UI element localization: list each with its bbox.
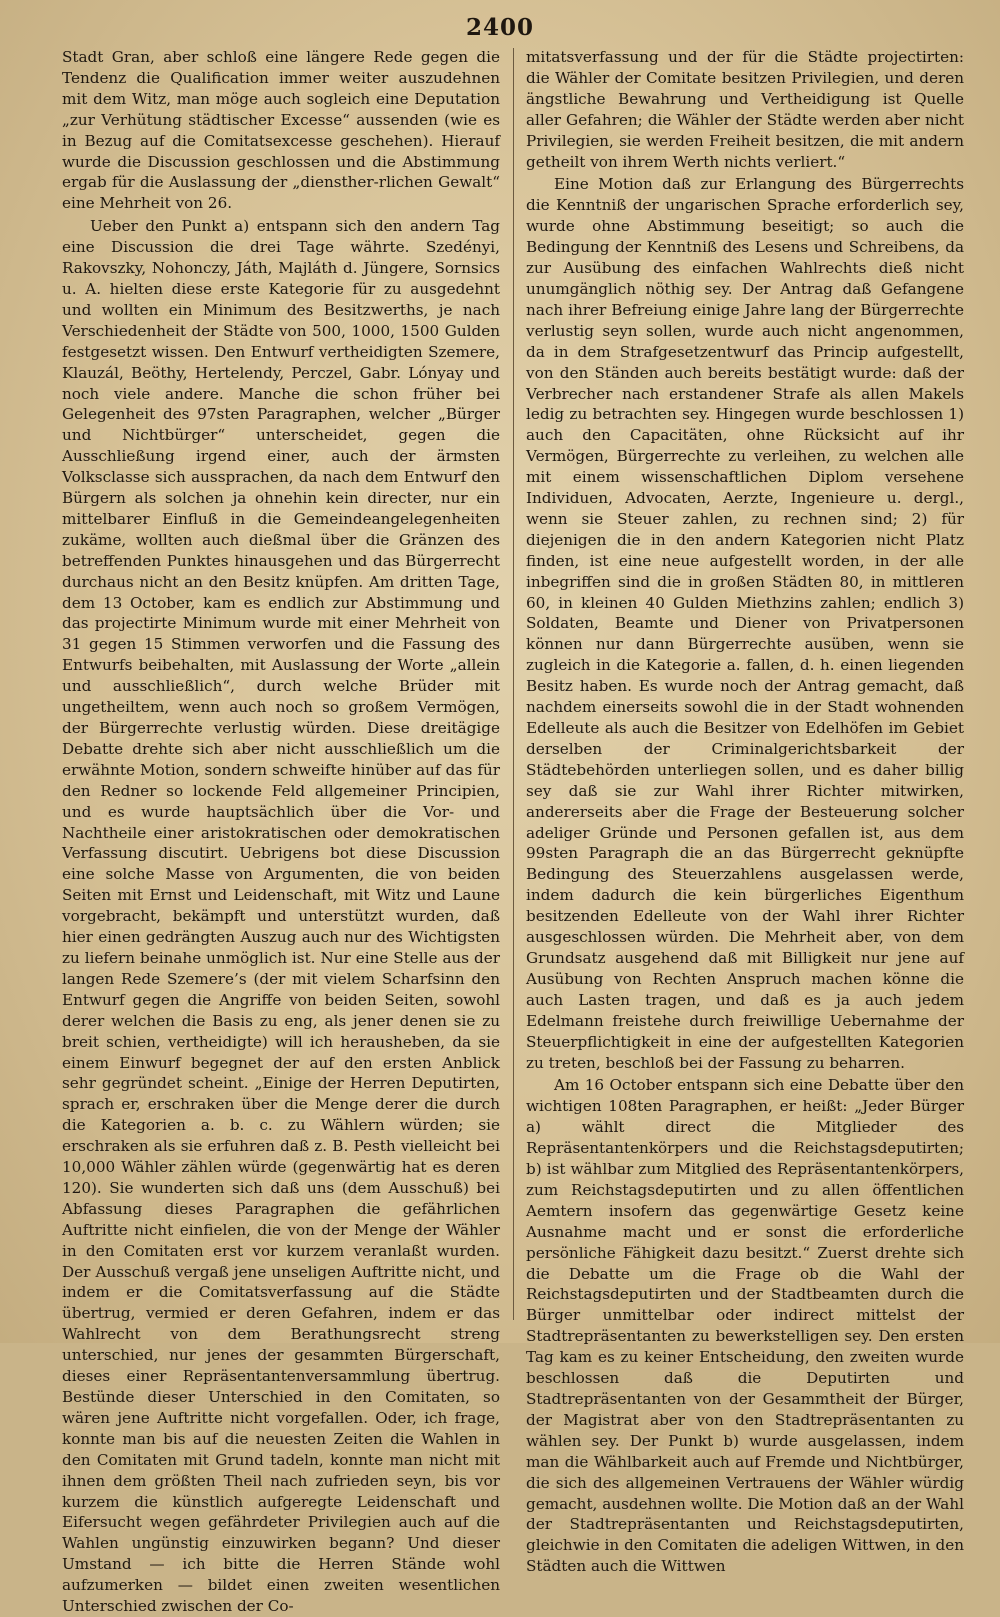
page-number: 2400 <box>465 14 534 41</box>
paragraph: Ueber den Punkt a) entspann sich den andern Tag eine Discussion die drei Tage währte. Szedényi, Rakovszky, Nohonczy, Játh, Majláth d. Jüngere, Sornsics u. A. hielten diese erste Kategorie für zu ausgedehnt und wollten ein Minimum des Besitzwerths, je nach Verschiedenheit der Städte von 500, 1000, 1500 Gulden festgesetzt wissen. Den Entwurf vertheidigten Szemere, Klauzál, Beöthy, Hertelendy, Perczel, Gabr. Lónyay und noch viele andere. Manche die schon früher bei Gelegenheit des 97sten Paragraphen, welcher „Bürger und Nichtbürger“ unterscheidet, gegen die Ausschließung irgend einer, auch der ärmsten Volksclasse sich aussprachen, da nach dem Entwurf den Bürgern als solchen ja ohnehin kein directer, nur ein mittelbarer Einfluß in die Gemeindeangelegenheiten zukäme, wollten auch dießmal über die Gränzen des betreffenden Punktes hinausgehen und das Bürgerrecht durchaus nicht an den Besitz knüpfen. Am dritten Tage, dem 13 October, kam es endlich zur Abstimmung und das projectirte Minimum wurde mit einer Mehrheit von 31 gegen 15 Stimmen verworfen und die Fassung des Entwurfs beibehalten, mit Auslassung der Worte „allein und ausschließlich“, durch welche Brüder mit ungetheiltem, wenn auch noch so großem Vermögen, der Bürgerrechte verlustig würden. Diese dreitägige Debatte drehte sich aber nicht ausschließlich um die erwähnte Motion, sondern schweifte hinüber auf das für den Redner so lockende Feld allgemeiner Principien, und es wurde hauptsächlich über die Vor- und Nachtheile einer aristokratischen oder demokratischen Verfassung discutirt. Uebrigens bot diese Discussion eine solche Masse von Argumenten, die von beiden Seiten mit Ernst und Leidenschaft, mit Witz und Laune vorgebracht, bekämpft und unterstützt wurden, daß hier einen gedrängten Auszug auch nur des Wichtigsten zu liefern beinahe unmöglich ist. Nur eine Stelle aus der langen Rede Szemere’s (der mit vielem Scharfsinn den Entwurf gegen die Angriffe von beiden Seiten, sowohl derer welchen die Basis zu eng, als jener denen sie zu breit schien, vertheidigte) will ich herausheben, da sie einem Einwurf begegnet der auf den ersten Anblick sehr gegründet scheint. „Einige der Herren Deputirten, sprach er, erschraken über die Menge derer die durch die Kategorien a. b. c. zu Wählern würden; sie erschraken als sie erfuhren daß z. B. Pesth vielleicht bei 10,000 Wähler zählen würde (gegenwärtig hat es deren 120). Sie wunderten sich daß uns (dem Ausschuß) bei Abfassung dieses Paragraphen die gefährlichen Auftritte nicht einfielen, die von der Menge der Wähler in den Comitaten erst vor kurzem veranlaßt wurden. Der Ausschuß vergaß jene unseligen Auftritte nicht, und indem er die Comitatsverfassung auf die Städte übertrug, vermied er deren Gefahren, indem er das Wahlrecht von dem Berathungsrecht streng unterschied, nur jenes der gesammten Bürgerschaft, dieses einer Repräsentantenversammlung übertrug. Bestünde dieser Unterschied in den Comitaten, so wären jene Auftritte nicht vorgefallen. Oder, ich frage, konnte man bis auf die neuesten Zeiten die Wahlen in den Comitaten mit Grund tadeln, konnte man nicht mit ihnen dem größten Theil nach zufrieden seyn, bis vor kurzem die künstlich aufgeregte Leidenschaft und Eifersucht wegen gefährdeter Privilegien auch auf die Wahlen ungünstig einzuwirken begann? Und dieser Umstand — ich bitte die Herren Stände wohl aufzumerken — bildet einen zweiten wesentlichen Unterschied zwischen der Co- <box>62 217 500 1616</box>
paragraph: mitatsverfassung und der für die Städte projectirten: die Wähler der Comitate besitzen Privilegien, und deren ängstliche Bewahrung und Vertheidigung ist Quelle aller Gefahren; die Wähler der Städte werden aber nicht Privilegien, sie werden Freiheit besitzen, die mit andern getheilt von ihrem Werth nichts verliert.“ <box>526 48 964 171</box>
paragraph: Eine Motion daß zur Erlangung des Bürgerrechts die Kenntniß der ungarischen Sprache erforderlich sey, wurde ohne Abstimmung beseitigt; so auch die Bedingung der Kenntniß des Lesens und Schreibens, da zur Ausübung des einfachen Wahlrechts dieß nicht unumgänglich nöthig sey. Der Antrag daß Gefangene nach ihrer Befreiung einige Jahre lang der Bürgerrechte verlustig seyn sollen, wurde auch nicht angenommen, da in dem Strafgesetzentwurf das Princip aufgestellt, von den Ständen auch bereits bestätigt wurde: daß der Verbrecher nach erstandener Strafe als allen Makels ledig zu betrachten sey. Hingegen wurde beschlossen 1) auch den Capacitäten, ohne Rücksicht auf ihr Vermögen, Bürgerrechte zu verleihen, zu welchen alle mit einem wissenschaftlichen Diplom versehene Individuen, Advocaten, Aerzte, Ingenieure u. dergl., wenn sie Steuer zahlen, zu rechnen sind; 2) für diejenigen die in den andern Kategorien nicht Platz finden, ist eine neue aufgestellt worden, in der alle inbegriffen sind die in großen Städten 80, in mittleren 60, in kleinen 40 Gulden Miethzins zahlen; endlich 3) Soldaten, Beamte und Diener von Privatpersonen können nur dann Bürgerrechte ausüben, wenn sie zugleich in die Kategorie a. fallen, d. h. einen liegenden Besitz haben. Es wurde noch der Antrag gemacht, daß nachdem einerseits sowohl die in der Stadt wohnenden Edelleute als auch die Besitzer von Edelhöfen im Gebiet derselben der Criminalgerichtsbarkeit der Städtebehörden unterliegen sollen, und es daher billig sey daß sie zur Wahl ihrer Richter mitwirken, andererseits aber die Frage der Besteuerung solcher adeliger Gründe und Personen gefallen ist, aus dem 99sten Paragraph die an das Bürgerrecht geknüpfte Bedingung des Steuerzahlens ausgelassen werde, indem dadurch die kein bürgerliches Eigenthum besitzenden Edelleute von der Wahl ihrer Richter ausgeschlossen würden. Die Mehrheit aber, von dem Grundsatz ausgehend daß mit Billigkeit nur jene auf Ausübung von Rechten Anspruch machen könne die auch Lasten tragen, und daß es ja auch jedem Edelmann freistehe durch freiwillige Uebernahme der Steuerpflichtigkeit in eine der aufgestellten Kategorien zu treten, beschloß bei der Fassung zu beharren. <box>526 175 964 1072</box>
left-column <box>62 47 500 1616</box>
right-column <box>526 47 964 1576</box>
column-divider <box>513 48 514 1320</box>
paragraph: Am 16 October entspann sich eine Debatte über den wichtigen 108ten Paragraphen, er heißt: „Jeder Bürger a) wählt direct die Mitglieder des Repräsentantenkörpers und die Reichstagsdeputirten; b) ist wählbar zum Mitglied des Repräsentantenkörpers, zum Reichstagsdeputirten und zu allen öffentlichen Aemtern insofern das gegenwärtige Gesetz keine Ausnahme macht und er sonst die erforderliche persönliche Fähigkeit dazu besitzt.“ Zuerst drehte sich die Debatte um die Frage ob die Wahl der Reichstagsdeputirten und der Stadtbeamten durch die Bürger unmittelbar oder indirect mittelst der Stadtrepräsentanten zu bewerkstelligen sey. Den ersten Tag kam es zu keiner Entscheidung, den zweiten wurde beschlossen daß die Deputirten und Stadtrepräsentanten von der Gesammtheit der Bürger, der Magistrat aber von den Stadtrepräsentanten zu wählen sey. Der Punkt b) wurde ausgelassen, indem man die Wählbarkeit auch auf Fremde und Nichtbürger, die sich des allgemeinen Vertrauens der Wähler würdig gemacht, ausdehnen wollte. Die Motion daß an der Wahl der Stadtrepräsentanten und Reichstagsdeputirten, gleichwie in den Comitaten die adeligen Wittwen, in den Städten auch die Wittwen <box>526 1076 964 1576</box>
paragraph: Stadt Gran, aber schloß eine längere Rede gegen die Tendenz die Qualification immer weiter auszudehnen mit dem Witz, man möge auch sogleich eine Deputation „zur Verhütung städtischer Excesse“ aussenden (wie es in Bezug auf die Comitatsexcesse geschehen). Hierauf wurde die Discussion geschlossen und die Abstimmung ergab für die Auslassung der „diensther-rlichen Gewalt“ eine Mehrheit von 26. <box>62 48 500 213</box>
